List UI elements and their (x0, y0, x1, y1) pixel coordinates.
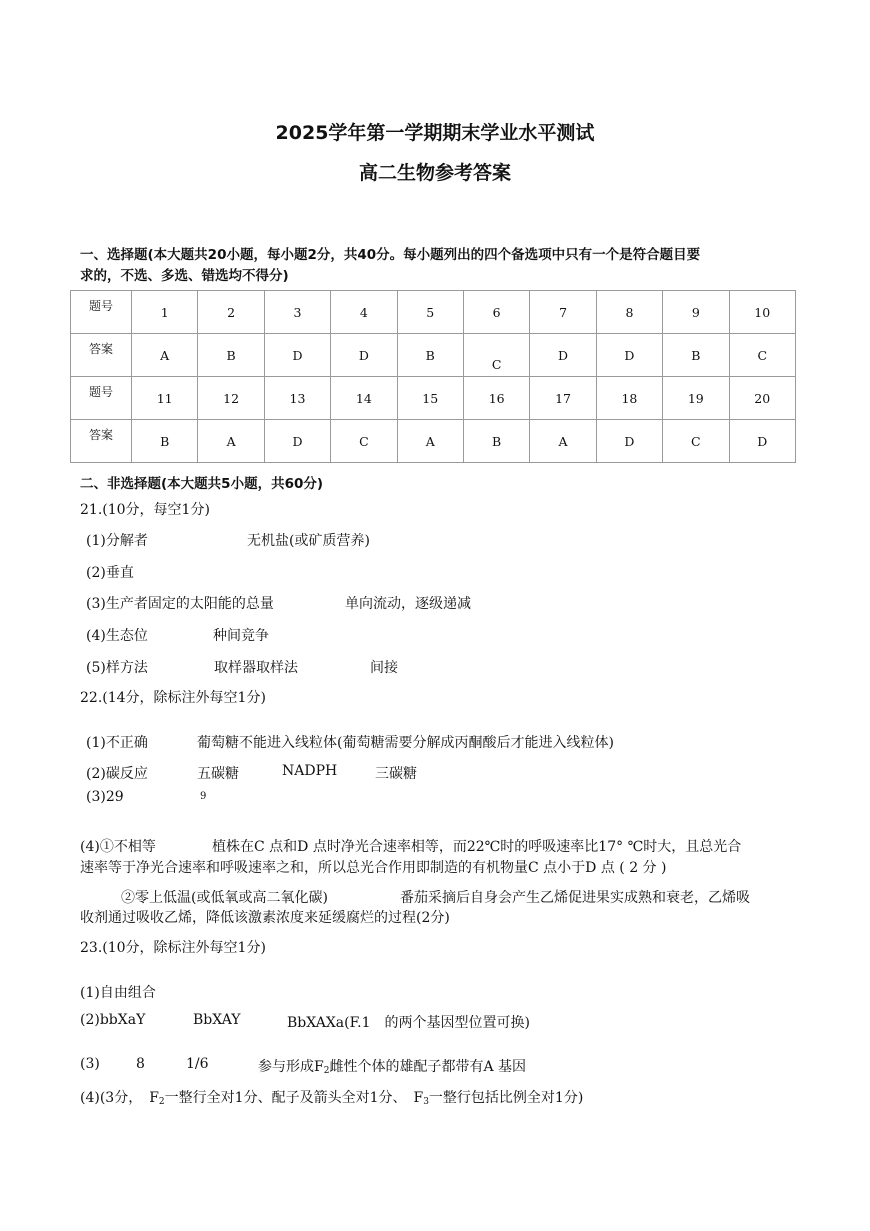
question-number: 4 (331, 291, 397, 334)
q23-answer-3b: 8 (136, 1056, 145, 1072)
answer-cell: B (132, 420, 198, 463)
q22-title: 22.(14分，除标注外每空1分) (80, 690, 266, 706)
q22-answer-4a: (4)①不相等 (80, 839, 156, 855)
row-label-answer: 答案 (71, 420, 132, 463)
q23-answer-3a: (3) (80, 1056, 100, 1072)
q23-answer-2a: (2)bbXaY (80, 1012, 146, 1028)
q23-answer-2c: BbXAXa(F.1 的两个基因型位置可换) (287, 1015, 530, 1031)
answer-cell: D (264, 334, 330, 377)
answer-cell: D (729, 420, 795, 463)
question-number: 14 (331, 377, 397, 420)
q23-title: 23.(10分，除标注外每空1分) (80, 940, 266, 956)
q23-answer-3c: 1/6 (186, 1056, 209, 1072)
q21-answer-4a: (4)生态位 (86, 628, 148, 644)
q23-answer-2b: BbXAY (193, 1012, 241, 1028)
question-number: 1 (132, 291, 198, 334)
answer-cell: B (397, 334, 463, 377)
answer-cell: A (397, 420, 463, 463)
q22-answer-2b: 五碳糖 (197, 766, 239, 782)
q22-answer-4c: 速率等于净光合速率和呼吸速率之和，所以总光合作用即制造的有机物量C 点小于D 点 ( 2 分 ) (80, 860, 667, 876)
q21-answer-5c: 间接 (370, 660, 398, 676)
answer-cell: B (198, 334, 264, 377)
answer-cell: A (198, 420, 264, 463)
q23-answer-4-text: (4)(3分， F (80, 1090, 159, 1106)
q21-answer-4b: 种间竞争 (213, 628, 269, 644)
question-number: 2 (198, 291, 264, 334)
question-number: 19 (663, 377, 729, 420)
answer-cell: D (331, 334, 397, 377)
question-number: 17 (530, 377, 596, 420)
answer-cell: D (596, 334, 662, 377)
question-number: 8 (596, 291, 662, 334)
row-label-answer: 答案 (71, 334, 132, 377)
section1-heading-line1: 一、选择题(本大题共20小题，每小题2分，共40分。每小题列出的四个备选项中只有一个是符合题目要 (80, 247, 701, 263)
q22-answer-5c: 收剂通过吸收乙烯，降低该激素浓度来延缓腐烂的过程(2分) (80, 910, 450, 926)
answer-cell: D (530, 334, 596, 377)
q21-answer-2: (2)垂直 (86, 565, 134, 581)
q21-answer-3b: 单向流动，逐级递减 (345, 596, 471, 612)
q22-answer-1b: 葡萄糖不能进入线粒体(葡萄糖需要分解成丙酮酸后才能进入线粒体) (197, 735, 614, 751)
q22-answer-5a: ②零上低温(或低氧或高二氧化碳) (121, 890, 328, 906)
q21-title: 21.(10分，每空1分) (80, 502, 210, 518)
section2-heading: 二、非选择题(本大题共5小题，共60分) (80, 476, 324, 492)
q23-answer-3d-text: 参与形成F (258, 1059, 324, 1075)
question-number: 15 (397, 377, 463, 420)
question-number: 18 (596, 377, 662, 420)
question-number: 11 (132, 377, 198, 420)
subscript: 2 (323, 1066, 330, 1076)
q23-answer-1: (1)自由组合 (80, 985, 156, 1001)
q22-answer-5b: 番茄采摘后自身会产生乙烯促进果实成熟和衰老，乙烯吸 (400, 890, 750, 906)
section1-heading-line2: 求的，不选、多选、错选均不得分) (80, 268, 289, 284)
question-number: 7 (530, 291, 596, 334)
question-number: 13 (264, 377, 330, 420)
subscript: 2 (158, 1097, 165, 1107)
q21-answer-1b: 无机盐(或矿质营养) (247, 533, 370, 549)
answer-cell: B (463, 420, 529, 463)
question-number: 3 (264, 291, 330, 334)
answer-cell: D (264, 420, 330, 463)
q22-answer-1a: (1)不正确 (86, 735, 148, 751)
table-row (71, 334, 796, 377)
answer-cell: A (132, 334, 198, 377)
q21-answer-5b: 取样器取样法 (214, 660, 298, 676)
q23-answer-4-text: 一整行包括比例全对1分) (428, 1090, 584, 1106)
question-number: 10 (729, 291, 795, 334)
question-number: 5 (397, 291, 463, 334)
answer-cell: C (331, 420, 397, 463)
q21-answer-5a: (5)样方法 (86, 660, 148, 676)
q22-answer-2c: NADPH (282, 763, 338, 779)
q22-answer-3a: (3)29 (86, 789, 124, 805)
q23-answer-4 (80, 1087, 583, 1107)
row-label-question: 题号 (71, 377, 132, 420)
answer-cell: D (596, 420, 662, 463)
question-number: 6 (463, 291, 529, 334)
question-number: 16 (463, 377, 529, 420)
q21-answer-3a: (3)生产者固定的太阳能的总量 (86, 596, 274, 612)
question-number: 20 (729, 377, 795, 420)
question-number: 12 (198, 377, 264, 420)
q23-answer-3d-text: 雌性个体的雄配子都带有A 基因 (329, 1059, 527, 1075)
row-label-question: 题号 (71, 291, 132, 334)
q23-answer-4-text: 一整行全对1分、配子及箭头全对1分、 F (164, 1090, 424, 1106)
answer-table (70, 290, 796, 463)
document-title: 2025学年第一学期期末学业水平测试 (275, 122, 595, 144)
q22-answer-3b: 9 (200, 791, 207, 802)
q22-answer-4b: 植株在C 点和D 点时净光合速率相等，而22℃时的呼吸速率比17° ℃时大，且总光合 (212, 839, 742, 855)
document-subtitle: 高二生物参考答案 (358, 162, 511, 184)
q23-answer-3d (258, 1056, 526, 1076)
question-number: 9 (663, 291, 729, 334)
table-row (71, 420, 796, 463)
q21-answer-1a: (1)分解者 (86, 533, 148, 549)
subscript: 3 (423, 1097, 429, 1107)
answer-cell: B (663, 334, 729, 377)
q22-answer-2a: (2)碳反应 (86, 766, 148, 782)
answer-cell: C (463, 334, 529, 377)
answer-cell: A (530, 420, 596, 463)
q22-answer-2d: 三碳糖 (375, 766, 417, 782)
table-row (71, 377, 796, 420)
table-row (71, 291, 796, 334)
answer-cell: C (663, 420, 729, 463)
answer-cell: C (729, 334, 795, 377)
